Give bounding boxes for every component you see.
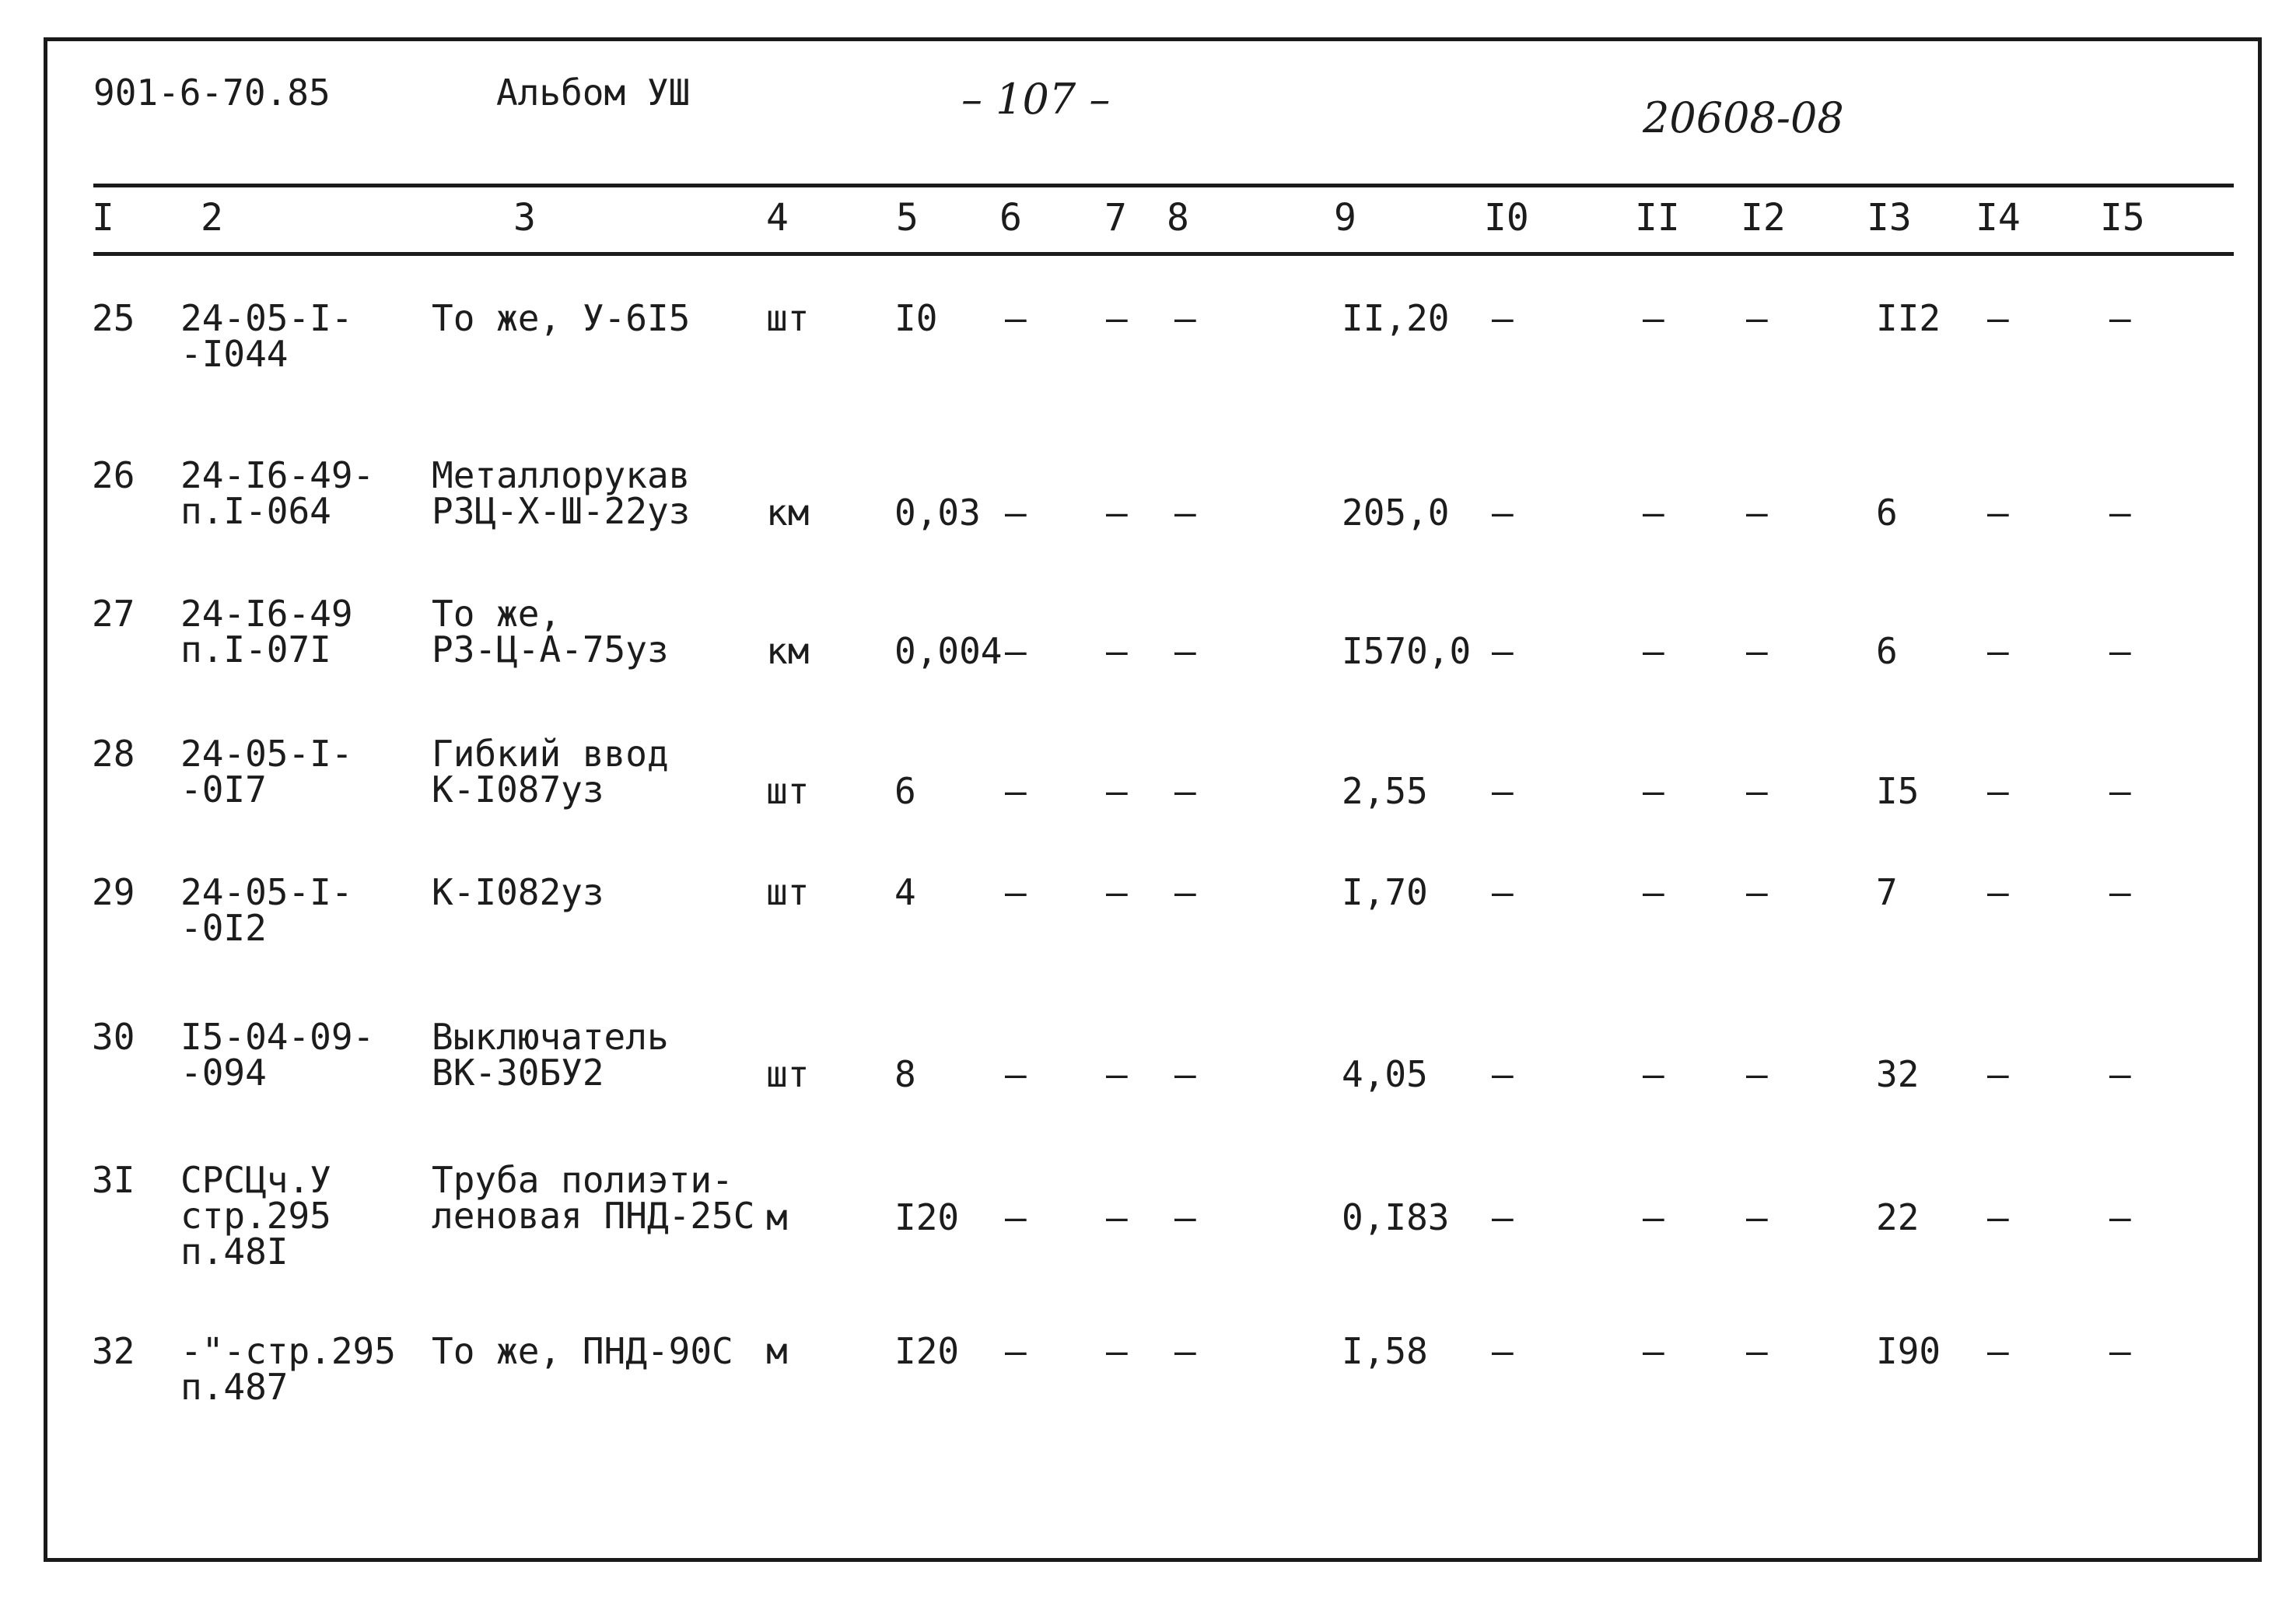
value-cell-c10: – bbox=[1492, 871, 1514, 913]
column-number: II bbox=[1635, 196, 1680, 240]
unit-cell: шт bbox=[766, 1053, 810, 1095]
value-cell-c13: 22 bbox=[1876, 1196, 1920, 1238]
value-cell-c7: – bbox=[1106, 1330, 1128, 1372]
value-cell-c11: – bbox=[1643, 492, 1664, 534]
value-cell-c14: – bbox=[1987, 297, 2009, 339]
value-cell-c9: 205,0 bbox=[1342, 492, 1450, 534]
unit-cell: шт bbox=[766, 871, 810, 913]
value-cell-c5: I20 bbox=[894, 1330, 960, 1372]
item-code: -I044 bbox=[180, 333, 289, 375]
item-code: стр.295 bbox=[180, 1195, 331, 1237]
item-code: СРСЦч.У bbox=[180, 1159, 331, 1201]
item-name: Гибкий ввод bbox=[432, 733, 669, 775]
value-cell-c8: – bbox=[1174, 297, 1196, 339]
item-code: -"-стр.295 bbox=[180, 1330, 396, 1372]
column-number: 8 bbox=[1167, 196, 1189, 240]
item-code: 24-05-I- bbox=[180, 297, 353, 339]
value-cell-c14: – bbox=[1987, 871, 2009, 913]
item-name: К-I087уз bbox=[432, 768, 604, 811]
item-name: К-I082уз bbox=[432, 871, 604, 913]
value-cell-c10: – bbox=[1492, 492, 1514, 534]
row-number: 26 bbox=[92, 454, 135, 496]
value-cell-c10: – bbox=[1492, 297, 1514, 339]
row-number: 32 bbox=[92, 1330, 135, 1372]
item-name: То же, ПНД-90С bbox=[432, 1330, 733, 1372]
item-name: Труба полиэти- bbox=[432, 1159, 733, 1201]
value-cell-c12: – bbox=[1746, 1196, 1768, 1238]
value-cell-c11: – bbox=[1643, 770, 1664, 812]
value-cell-c11: – bbox=[1643, 297, 1664, 339]
value-cell-c15: – bbox=[2109, 297, 2131, 339]
album-label: Альбом УШ bbox=[496, 72, 691, 114]
item-code: п.487 bbox=[180, 1366, 289, 1408]
value-cell-c14: – bbox=[1987, 630, 2009, 672]
value-cell-c8: – bbox=[1174, 1196, 1196, 1238]
column-number: 6 bbox=[999, 196, 1022, 240]
item-name: РЗЦ-Х-Ш-22уз bbox=[432, 490, 691, 532]
value-cell-c14: – bbox=[1987, 770, 2009, 812]
column-number: I3 bbox=[1867, 196, 1912, 240]
value-cell-c12: – bbox=[1746, 770, 1768, 812]
item-name: То же, У-6I5 bbox=[432, 297, 691, 339]
item-code: п.48I bbox=[180, 1231, 289, 1273]
item-name: Металлорукав bbox=[432, 454, 691, 496]
row-number: 3I bbox=[92, 1159, 135, 1201]
value-cell-c8: – bbox=[1174, 1053, 1196, 1095]
value-cell-c12: – bbox=[1746, 871, 1768, 913]
item-code: -0I2 bbox=[180, 907, 267, 949]
value-cell-c9: 0,I83 bbox=[1342, 1196, 1450, 1238]
value-cell-c11: – bbox=[1643, 1053, 1664, 1095]
item-name: леновая ПНД-25С bbox=[432, 1195, 755, 1237]
value-cell-c6: – bbox=[1005, 297, 1027, 339]
item-code: I5-04-09- bbox=[180, 1016, 375, 1058]
item-code: 24-05-I- bbox=[180, 871, 353, 913]
item-code: п.I-07I bbox=[180, 628, 331, 670]
unit-cell: м bbox=[766, 1330, 788, 1372]
row-number: 30 bbox=[92, 1016, 135, 1058]
value-cell-c11: – bbox=[1643, 871, 1664, 913]
row-number: 28 bbox=[92, 733, 135, 775]
value-cell-c13: I5 bbox=[1876, 770, 1920, 812]
unit-cell: м bbox=[766, 1196, 788, 1238]
column-number: 5 bbox=[896, 196, 919, 240]
value-cell-c14: – bbox=[1987, 1053, 2009, 1095]
row-number: 29 bbox=[92, 871, 135, 913]
item-name: РЗ-Ц-А-75уз bbox=[432, 628, 669, 670]
value-cell-c9: II,20 bbox=[1342, 297, 1450, 339]
value-cell-c11: – bbox=[1643, 1196, 1664, 1238]
value-cell-c5: I20 bbox=[894, 1196, 960, 1238]
value-cell-c8: – bbox=[1174, 871, 1196, 913]
value-cell-c14: – bbox=[1987, 1330, 2009, 1372]
item-code: -094 bbox=[180, 1052, 267, 1094]
value-cell-c11: – bbox=[1643, 630, 1664, 672]
value-cell-c5: 6 bbox=[894, 770, 916, 812]
value-cell-c6: – bbox=[1005, 770, 1027, 812]
column-number: I bbox=[92, 196, 114, 240]
row-number: 25 bbox=[92, 297, 135, 339]
value-cell-c8: – bbox=[1174, 770, 1196, 812]
value-cell-c8: – bbox=[1174, 492, 1196, 534]
value-cell-c12: – bbox=[1746, 1330, 1768, 1372]
value-cell-c11: – bbox=[1643, 1330, 1664, 1372]
value-cell-c14: – bbox=[1987, 492, 2009, 534]
item-name: ВК-30БУ2 bbox=[432, 1052, 604, 1094]
value-cell-c15: – bbox=[2109, 1053, 2131, 1095]
value-cell-c7: – bbox=[1106, 630, 1128, 672]
unit-cell: шт bbox=[766, 297, 810, 339]
value-cell-c15: – bbox=[2109, 492, 2131, 534]
value-cell-c7: – bbox=[1106, 871, 1128, 913]
value-cell-c5: 8 bbox=[894, 1053, 916, 1095]
value-cell-c10: – bbox=[1492, 630, 1514, 672]
value-cell-c9: 2,55 bbox=[1342, 770, 1428, 812]
item-code: -0I7 bbox=[180, 768, 267, 811]
value-cell-c15: – bbox=[2109, 1196, 2131, 1238]
value-cell-c10: – bbox=[1492, 770, 1514, 812]
value-cell-c15: – bbox=[2109, 770, 2131, 812]
value-cell-c13: II2 bbox=[1876, 297, 1941, 339]
item-name: То же, bbox=[432, 593, 562, 635]
value-cell-c9: I570,0 bbox=[1342, 630, 1472, 672]
value-cell-c10: – bbox=[1492, 1330, 1514, 1372]
column-number: I0 bbox=[1484, 196, 1529, 240]
value-cell-c13: 7 bbox=[1876, 871, 1898, 913]
column-number: I4 bbox=[1976, 196, 2021, 240]
value-cell-c6: – bbox=[1005, 630, 1027, 672]
value-cell-c13: I90 bbox=[1876, 1330, 1941, 1372]
value-cell-c13: 6 bbox=[1876, 492, 1898, 534]
document-number: 20608-08 bbox=[1643, 93, 1844, 142]
value-cell-c5: 4 bbox=[894, 871, 916, 913]
value-cell-c9: I,70 bbox=[1342, 871, 1428, 913]
value-cell-c12: – bbox=[1746, 297, 1768, 339]
item-code: п.I-064 bbox=[180, 490, 331, 532]
item-name: Выключатель bbox=[432, 1016, 669, 1058]
header-rule-top bbox=[93, 184, 2234, 187]
value-cell-c14: – bbox=[1987, 1196, 2009, 1238]
value-cell-c9: I,58 bbox=[1342, 1330, 1428, 1372]
value-cell-c12: – bbox=[1746, 492, 1768, 534]
value-cell-c8: – bbox=[1174, 1330, 1196, 1372]
value-cell-c10: – bbox=[1492, 1053, 1514, 1095]
doc-code: 901-6-70.85 bbox=[93, 72, 331, 114]
column-number: 9 bbox=[1334, 196, 1356, 240]
value-cell-c9: 4,05 bbox=[1342, 1053, 1428, 1095]
value-cell-c6: – bbox=[1005, 492, 1027, 534]
column-number: 3 bbox=[513, 196, 536, 240]
value-cell-c13: 32 bbox=[1876, 1053, 1920, 1095]
value-cell-c12: – bbox=[1746, 630, 1768, 672]
value-cell-c15: – bbox=[2109, 1330, 2131, 1372]
value-cell-c6: – bbox=[1005, 1196, 1027, 1238]
value-cell-c6: – bbox=[1005, 1330, 1027, 1372]
value-cell-c7: – bbox=[1106, 1196, 1128, 1238]
row-number: 27 bbox=[92, 593, 135, 635]
unit-cell: км bbox=[766, 630, 810, 672]
unit-cell: шт bbox=[766, 770, 810, 812]
value-cell-c7: – bbox=[1106, 1053, 1128, 1095]
item-code: 24-I6-49 bbox=[180, 593, 353, 635]
header-rule-bottom bbox=[93, 252, 2234, 256]
value-cell-c12: – bbox=[1746, 1053, 1768, 1095]
column-number: I2 bbox=[1741, 196, 1786, 240]
value-cell-c15: – bbox=[2109, 630, 2131, 672]
column-number: 2 bbox=[201, 196, 223, 240]
value-cell-c5: I0 bbox=[894, 297, 938, 339]
value-cell-c6: – bbox=[1005, 1053, 1027, 1095]
value-cell-c8: – bbox=[1174, 630, 1196, 672]
value-cell-c7: – bbox=[1106, 297, 1128, 339]
value-cell-c15: – bbox=[2109, 871, 2131, 913]
column-number: 4 bbox=[766, 196, 789, 240]
value-cell-c6: – bbox=[1005, 871, 1027, 913]
page-number: – 107 – bbox=[961, 75, 1111, 124]
column-number: I5 bbox=[2100, 196, 2145, 240]
value-cell-c7: – bbox=[1106, 492, 1128, 534]
value-cell-c5: 0,03 bbox=[894, 492, 981, 534]
value-cell-c5: 0,004 bbox=[894, 630, 1003, 672]
value-cell-c13: 6 bbox=[1876, 630, 1898, 672]
item-code: 24-05-I- bbox=[180, 733, 353, 775]
value-cell-c10: – bbox=[1492, 1196, 1514, 1238]
item-code: 24-I6-49- bbox=[180, 454, 375, 496]
column-number: 7 bbox=[1104, 196, 1127, 240]
unit-cell: км bbox=[766, 492, 810, 534]
value-cell-c7: – bbox=[1106, 770, 1128, 812]
